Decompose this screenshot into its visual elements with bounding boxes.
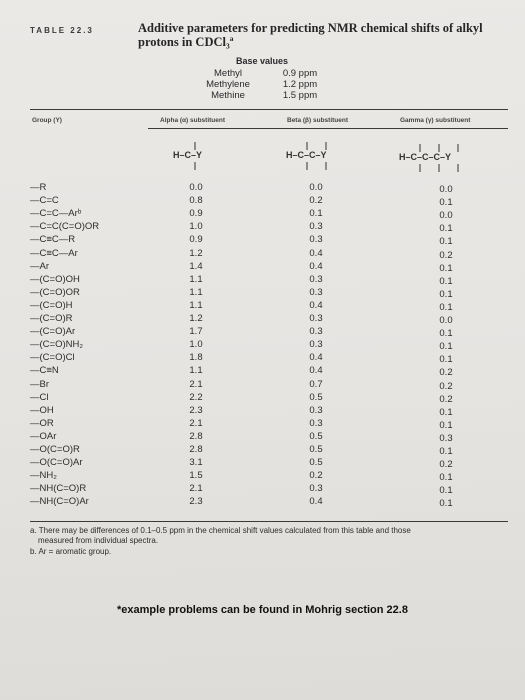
alpha-value: 2.1: [189, 378, 203, 390]
column-header-gamma: Gamma (γ) substituent: [400, 117, 471, 124]
beta-value: 0.5: [309, 444, 323, 455]
alpha-value: 2.1: [189, 417, 203, 429]
beta-value: 0.3: [309, 339, 323, 351]
group-cell: —(C=O)NH₂: [30, 339, 84, 351]
gamma-value: 0.0: [439, 184, 453, 195]
group-cell: —(C=O)R: [30, 313, 73, 324]
alpha-structure: H–C–Y: [173, 150, 203, 160]
alpha-value: 2.8: [189, 430, 203, 442]
gamma-value: 0.1: [439, 485, 453, 497]
alpha-value: 0.9: [189, 208, 203, 220]
group-cell: —C≡C—Ar: [30, 247, 78, 259]
alpha-value: 1.0: [189, 221, 203, 233]
beta-value: 0.4: [309, 260, 323, 272]
group-cell: —(C=O)Cl: [30, 352, 75, 364]
beta-value: 0.2: [309, 195, 323, 207]
group-cell: —Br: [30, 378, 49, 390]
gamma-value: 0.1: [439, 419, 453, 431]
beta-value: 0.3: [309, 483, 323, 495]
beta-value: 0.4: [309, 352, 323, 364]
gamma-value: 0.1: [439, 197, 453, 209]
alpha-value: 2.2: [189, 391, 203, 403]
table-title: [138, 21, 498, 49]
gamma-value: 0.3: [439, 432, 453, 444]
beta-value: 0.5: [309, 430, 323, 442]
gamma-value: 0.1: [439, 498, 453, 510]
beta-value: 0.2: [309, 470, 323, 482]
base-name-methyl: Methyl: [214, 68, 242, 79]
group-cell: —C≡C—R: [30, 234, 76, 246]
alpha-value: 1.4: [189, 260, 203, 272]
alpha-value: 0.8: [189, 195, 203, 207]
table-number: TABLE 22.3: [30, 26, 94, 35]
group-cell: —Cl: [30, 391, 49, 403]
alpha-value: 1.2: [189, 247, 203, 259]
gamma-value: 0.1: [439, 446, 453, 457]
group-cell: —C=C(C=O)OR: [30, 221, 100, 233]
table-top-rule: [30, 109, 508, 110]
alpha-value: 1.1: [189, 365, 203, 377]
gamma-structure: H–C–C–C–Y: [399, 152, 452, 162]
footnote-b: b. Ar = aromatic group.: [30, 547, 112, 556]
alpha-value: 2.1: [189, 483, 203, 495]
group-cell: —C≡N: [30, 365, 59, 377]
group-cell: —O(C=O)R: [30, 444, 80, 455]
beta-value: 0.3: [309, 404, 323, 416]
beta-value: 0.4: [309, 365, 323, 377]
gamma-value: 0.1: [439, 262, 453, 274]
column-header-beta: Beta (β) substituent: [287, 117, 349, 124]
gamma-value: 0.2: [439, 249, 453, 261]
alpha-value: 1.1: [189, 273, 203, 285]
alpha-value: 0.0: [189, 182, 203, 193]
beta-value: 0.0: [309, 182, 323, 193]
column-header-alpha: Alpha (α) substituent: [160, 117, 226, 124]
group-cell: —Ar: [30, 260, 49, 272]
gamma-value: 0.1: [439, 354, 453, 366]
footnote-a-line-2: measured from individual spectra.: [38, 536, 159, 545]
gamma-value: 0.1: [439, 288, 453, 300]
gamma-value: 0.1: [439, 328, 453, 340]
group-cell: —C=C: [30, 195, 59, 207]
gamma-value: 0.1: [439, 406, 453, 418]
alpha-value: 0.9: [189, 234, 203, 246]
group-cell: —C=C—Arᵇ: [30, 208, 82, 220]
alpha-value: 1.7: [189, 326, 203, 338]
alpha-value: 1.1: [189, 299, 203, 311]
column-header-group: Group (Y): [32, 117, 62, 124]
beta-value: 0.4: [309, 299, 323, 311]
alpha-value: 1.8: [189, 352, 203, 364]
group-cell: —(C=O)Ar: [30, 326, 76, 338]
alpha-value: 1.1: [189, 286, 203, 298]
beta-value: 0.3: [309, 234, 323, 246]
beta-value: 0.3: [309, 286, 323, 298]
example-note: *example problems can be found in Mohrig section 22.8: [117, 604, 408, 616]
beta-value: 0.1: [309, 208, 323, 220]
group-cell: —OAr: [30, 430, 57, 442]
beta-value: 0.4: [309, 247, 323, 259]
title-line-1: Additive parameters for predicting NMR chemical shifts of alkyl: [138, 21, 483, 35]
alpha-value: 1.0: [189, 339, 203, 351]
alpha-value: 1.2: [189, 313, 203, 324]
gamma-value: 0.0: [439, 210, 453, 222]
alpha-value: 1.5: [189, 470, 203, 482]
alpha-value: 2.3: [189, 496, 203, 508]
beta-value: 0.5: [309, 391, 323, 403]
gamma-value: 0.1: [439, 275, 453, 287]
gamma-value: 0.1: [439, 236, 453, 248]
group-cell: —NH(C=O)R: [30, 483, 87, 495]
group-cell: —O(C=O)Ar: [30, 457, 83, 469]
beta-value: 0.3: [309, 326, 323, 338]
base-value-methylene: 1.2 ppm: [282, 79, 318, 90]
beta-value: 0.3: [309, 313, 323, 324]
beta-value: 0.7: [309, 378, 323, 390]
base-value-methyl: 0.9 ppm: [282, 68, 318, 79]
beta-value: 0.3: [309, 221, 323, 233]
group-cell: —(C=O)OH: [30, 273, 80, 285]
gamma-value: 0.2: [439, 393, 453, 405]
group-cell: —NH(C=O)Ar: [30, 496, 89, 508]
group-cell: —R: [30, 182, 47, 193]
beta-structure-bonds: [284, 140, 364, 176]
gamma-value: 0.1: [439, 223, 453, 235]
beta-value: 0.3: [309, 417, 323, 429]
base-name-methine: Methine: [211, 90, 245, 101]
beta-value: 0.5: [309, 457, 323, 469]
alpha-value: 3.1: [189, 457, 203, 469]
gamma-value: 0.2: [439, 380, 453, 392]
gamma-structure-bonds: [397, 142, 507, 178]
column-header-rule: [148, 128, 508, 129]
beta-value: 0.3: [309, 273, 323, 285]
group-cell: —NH₂: [30, 470, 57, 482]
title-line-2: protons in CDCl₃ª: [138, 35, 234, 49]
group-cell: —(C=O)H: [30, 299, 73, 311]
table-bottom-rule: [30, 521, 508, 522]
group-cell: —OH: [30, 404, 54, 416]
base-name-methylene: Methylene: [206, 79, 250, 90]
base-value-methine: 1.5 ppm: [282, 90, 318, 101]
beta-structure: H–C–C–Y: [286, 150, 327, 160]
alpha-value: 2.8: [189, 444, 203, 455]
alpha-value: 2.3: [189, 404, 203, 416]
gamma-value: 0.2: [439, 367, 453, 379]
alpha-structure-bonds: [170, 140, 230, 176]
group-cell: —(C=O)OR: [30, 286, 80, 298]
gamma-value: 0.0: [439, 315, 453, 326]
beta-value: 0.4: [309, 496, 323, 508]
base-values-heading: Base values: [236, 56, 289, 66]
gamma-value: 0.1: [439, 472, 453, 484]
footnote-a: [30, 526, 505, 546]
footnote-a-line-1: a. There may be differences of 0.1–0.5 ppm in the chemical shift values calculated from this table and those: [30, 526, 411, 535]
gamma-value: 0.1: [439, 341, 453, 353]
gamma-value: 0.1: [439, 301, 453, 313]
gamma-value: 0.2: [439, 459, 453, 471]
group-cell: —OR: [30, 417, 54, 429]
